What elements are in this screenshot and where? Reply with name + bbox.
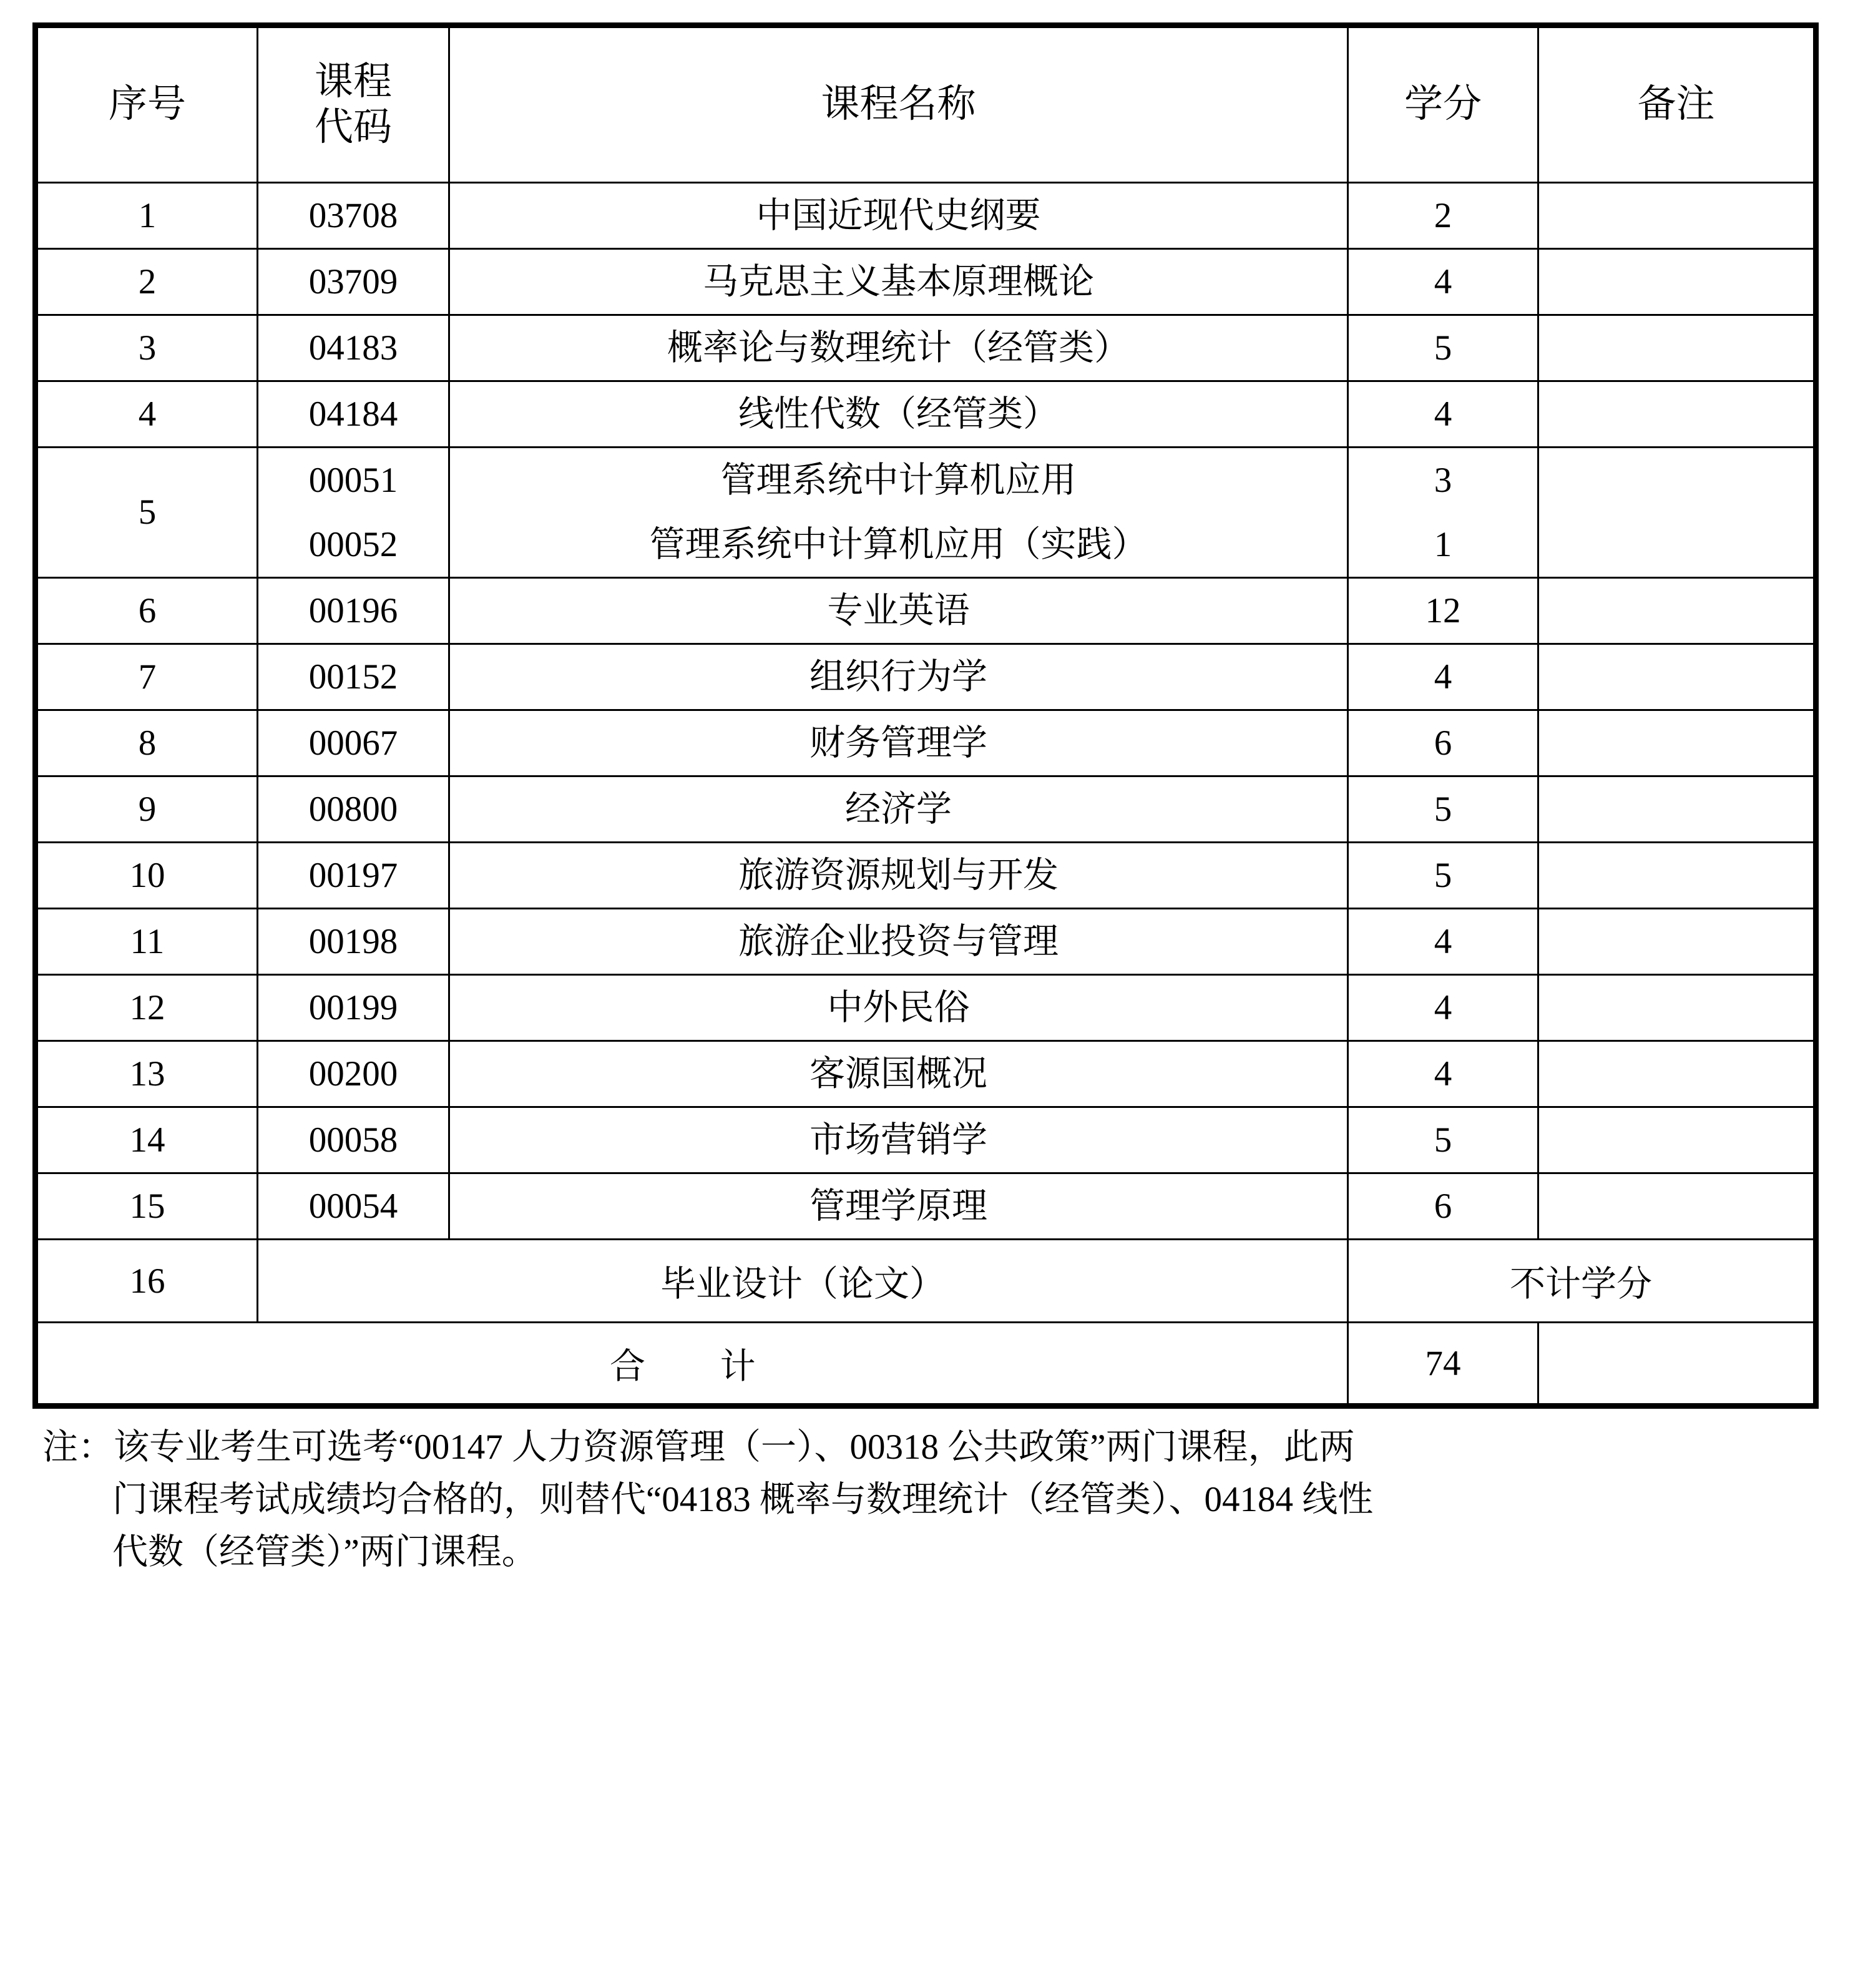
cell-code: 00198: [258, 909, 449, 975]
header-row: [36, 26, 1816, 183]
cell-note: [1538, 1173, 1816, 1240]
cell-seq: 12: [36, 975, 258, 1041]
cell-note: [1538, 448, 1816, 578]
total-label: 合 计: [36, 1323, 1348, 1406]
cell-code: 00067: [258, 710, 449, 776]
cell-name: 旅游资源规划与开发: [449, 843, 1348, 909]
column-header-credit: 学分: [1348, 26, 1538, 183]
cell-seq: 2: [36, 249, 258, 315]
cell-name: 概率论与数理统计（经管类）: [449, 315, 1348, 381]
cell-seq: 9: [36, 776, 258, 843]
course-plan-table: [32, 22, 1819, 1409]
footnote-line-2: 门课程考试成绩均合格的，则替代“04183 概率与数理统计（经管类）、04184 线性: [112, 1479, 1374, 1519]
cell-credit: 4: [1348, 381, 1538, 448]
cell-name: 经济学: [449, 776, 1348, 843]
table-row: [36, 909, 1816, 975]
cell-credit: 5: [1348, 843, 1538, 909]
table-row: [36, 975, 1816, 1041]
cell-note: [1538, 710, 1816, 776]
cell-thesis-credit: 不计学分: [1348, 1240, 1816, 1323]
cell-note: [1538, 644, 1816, 710]
cell-credit: 4: [1348, 644, 1538, 710]
cell-code: 00058: [258, 1107, 449, 1173]
table-row: [36, 183, 1816, 249]
total-credit: 74: [1348, 1323, 1538, 1406]
cell-code: 00197: [258, 843, 449, 909]
table-row: [36, 1041, 1816, 1107]
cell-name: 马克思主义基本原理概论: [449, 249, 1348, 315]
column-header-code-line2: 代码: [314, 106, 392, 149]
table-row: [36, 448, 1816, 513]
cell-seq: 8: [36, 710, 258, 776]
table-row: [36, 578, 1816, 644]
cell-code: 00054: [258, 1173, 449, 1240]
cell-credit: 4: [1348, 909, 1538, 975]
cell-code-sub: 00052: [258, 512, 449, 578]
cell-seq: 15: [36, 1173, 258, 1240]
total-note: [1538, 1323, 1816, 1406]
cell-note: [1538, 381, 1816, 448]
cell-name: 专业英语: [449, 578, 1348, 644]
cell-code: 00152: [258, 644, 449, 710]
column-header-code: [258, 26, 449, 183]
cell-credit: 5: [1348, 776, 1538, 843]
cell-note: [1538, 1107, 1816, 1173]
cell-name: 客源国概况: [449, 1041, 1348, 1107]
cell-code: 03709: [258, 249, 449, 315]
cell-credit-sub: 1: [1348, 512, 1538, 578]
cell-note: [1538, 183, 1816, 249]
cell-seq: 10: [36, 843, 258, 909]
cell-note: [1538, 578, 1816, 644]
cell-thesis-name: 毕业设计（论文）: [258, 1240, 1348, 1323]
table-row: [36, 315, 1816, 381]
cell-name: 中国近现代史纲要: [449, 183, 1348, 249]
footnote: [32, 1421, 1846, 1578]
table-row: [36, 1173, 1816, 1240]
table-row: [36, 644, 1816, 710]
cell-code: 00200: [258, 1041, 449, 1107]
table-row: [36, 776, 1816, 843]
cell-name-sub: 管理系统中计算机应用（实践）: [449, 512, 1348, 578]
cell-name: 线性代数（经管类）: [449, 381, 1348, 448]
table-row: [36, 1107, 1816, 1173]
cell-code: 04183: [258, 315, 449, 381]
column-header-seq: 序号: [36, 26, 258, 183]
cell-credit: 6: [1348, 710, 1538, 776]
cell-note: [1538, 249, 1816, 315]
cell-code: 00800: [258, 776, 449, 843]
cell-name: 管理学原理: [449, 1173, 1348, 1240]
column-header-note: 备注: [1538, 26, 1816, 183]
cell-name: 中外民俗: [449, 975, 1348, 1041]
cell-code: 00196: [258, 578, 449, 644]
cell-seq: 14: [36, 1107, 258, 1173]
column-header-code-line1: 课程: [314, 60, 392, 103]
cell-seq: 7: [36, 644, 258, 710]
cell-seq: 13: [36, 1041, 258, 1107]
cell-code: 03708: [258, 183, 449, 249]
cell-name: 管理系统中计算机应用: [449, 448, 1348, 513]
cell-credit: 12: [1348, 578, 1538, 644]
cell-credit: 4: [1348, 1041, 1538, 1107]
cell-note: [1538, 315, 1816, 381]
cell-name: 财务管理学: [449, 710, 1348, 776]
table-row-total: [36, 1323, 1816, 1406]
cell-seq: 3: [36, 315, 258, 381]
table-header: [36, 26, 1816, 183]
cell-seq: 11: [36, 909, 258, 975]
cell-credit: 6: [1348, 1173, 1538, 1240]
cell-code: 00199: [258, 975, 449, 1041]
cell-seq: 4: [36, 381, 258, 448]
cell-credit: 3: [1348, 448, 1538, 513]
cell-note: [1538, 909, 1816, 975]
footnote-line-3: 代数（经管类）”两门课程。: [112, 1532, 537, 1572]
cell-name: 组织行为学: [449, 644, 1348, 710]
cell-credit: 4: [1348, 975, 1538, 1041]
table-row: [36, 249, 1816, 315]
cell-credit: 2: [1348, 183, 1538, 249]
cell-credit: 5: [1348, 1107, 1538, 1173]
footnote-line-1: 注：该专业考生可选考“00147 人力资源管理（一）、00318 公共政策”两门课程，此两: [42, 1427, 1355, 1467]
cell-note: [1538, 776, 1816, 843]
cell-note: [1538, 843, 1816, 909]
column-header-name: 课程名称: [449, 26, 1348, 183]
cell-code: 00051: [258, 448, 449, 513]
cell-seq: 5: [36, 448, 258, 578]
cell-name: 旅游企业投资与管理: [449, 909, 1348, 975]
table-body: [36, 183, 1816, 1406]
cell-credit: 4: [1348, 249, 1538, 315]
table-row: [36, 843, 1816, 909]
cell-note: [1538, 1041, 1816, 1107]
cell-code: 04184: [258, 381, 449, 448]
cell-seq: 16: [36, 1240, 258, 1323]
cell-seq: 6: [36, 578, 258, 644]
table-row: [36, 710, 1816, 776]
cell-name: 市场营销学: [449, 1107, 1348, 1173]
table-row-thesis: [36, 1240, 1816, 1323]
cell-seq: 1: [36, 183, 258, 249]
table-row: [36, 381, 1816, 448]
cell-credit: 5: [1348, 315, 1538, 381]
cell-note: [1538, 975, 1816, 1041]
